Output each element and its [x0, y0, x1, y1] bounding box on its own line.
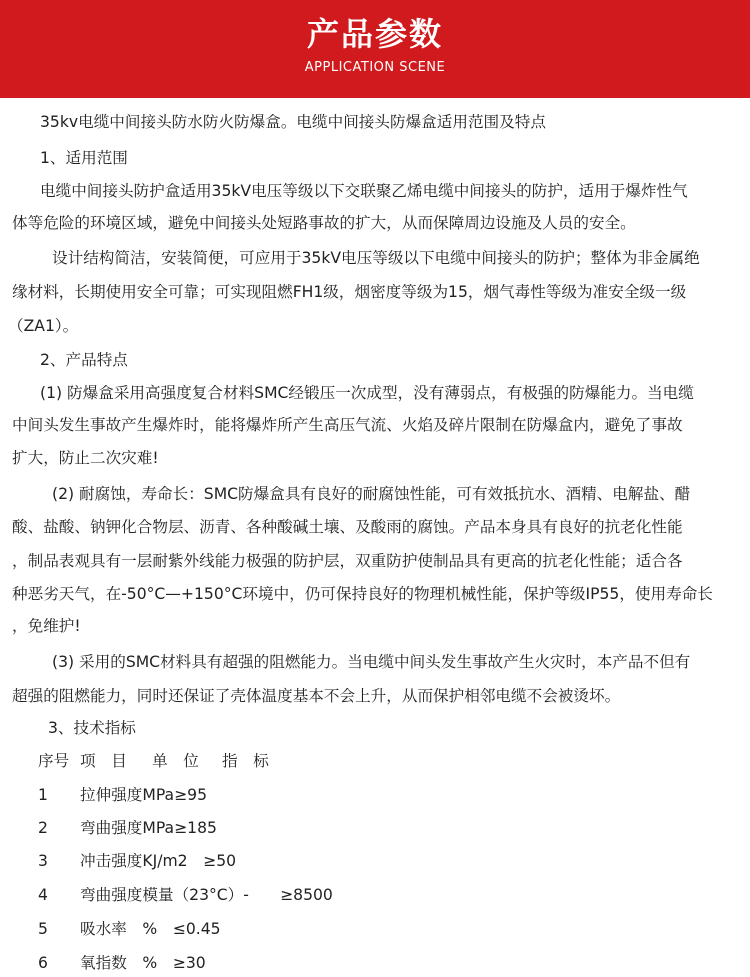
paragraph-line: (1) 防爆盒采用高强度复合材料SMC经锻压一次成型，没有薄弱点，有极强的防爆能力。当电缆 — [40, 384, 694, 402]
row-number: 1 — [38, 786, 48, 804]
row-text: 拉伸强度MPa≥95 — [80, 786, 207, 804]
paragraph-line: 设计结构简洁，安装简便，可应用于35kV电压等级以下电缆中间接头的防护；整体为非金属绝 — [52, 249, 700, 267]
row-text: 弯曲强度MPa≥185 — [80, 819, 217, 837]
col-item-header: 项 目 — [80, 752, 127, 770]
section-1-heading: 1、适用范围 — [40, 149, 128, 167]
row-text: 氧指数 % ≥30 — [80, 954, 206, 972]
col-index-header: 指 标 — [222, 752, 269, 770]
paragraph-line: 超强的阻燃能力，同时还保证了壳体温度基本不会上升，从而保护相邻电缆不会被烫坏。 — [12, 687, 621, 705]
section-2-heading: 2、产品特点 — [40, 351, 128, 369]
paragraph-line: ，免维护! — [12, 617, 81, 635]
row-text: 冲击强度KJ/m2 ≥50 — [80, 852, 237, 870]
paragraph-line: 扩大，防止二次灾难! — [12, 449, 159, 467]
table-row — [38, 953, 206, 973]
intro-line: 35kv电缆中间接头防水防火防爆盒。电缆中间接头防爆盒适用范围及特点 — [40, 113, 546, 131]
page-title: 产品参数 — [306, 15, 443, 53]
header-banner — [0, 0, 750, 98]
table-row — [38, 919, 221, 939]
col-unit-header: 单 位 — [152, 752, 199, 770]
row-number: 6 — [38, 954, 48, 972]
table-row — [38, 785, 207, 805]
paragraph-line: 种恶劣天气，在-50°C—+150°C环境中，仍可保持良好的物理机械性能，保护等级IP55，使用寿命长 — [12, 585, 713, 603]
paragraph-line: 电缆中间接头防护盒适用35kV电压等级以下交联聚乙烯电缆中间接头的防护，适用于爆炸性气 — [40, 182, 688, 200]
paragraph-line: ，制品表观具有一层耐紫外线能力极强的防护层，双重防护使制品具有更高的抗老化性能；适合各 — [12, 552, 683, 570]
row-number: 3 — [38, 852, 48, 870]
row-number: 2 — [38, 819, 48, 837]
col-no-header: 序号 — [38, 752, 70, 770]
table-row — [38, 818, 217, 838]
row-text: 弯曲强度模量（23°C）- ≥8500 — [80, 886, 333, 904]
paragraph-line: (3) 采用的SMC材料具有超强的阻燃能力。当电缆中间头发生事故产生火灾时，本产品不但有 — [52, 653, 691, 671]
paragraph-line: 体等危险的环境区域，避免中间接头处短路事故的扩大，从而保障周边设施及人员的安全。 — [12, 214, 636, 232]
paragraph-line: (2) 耐腐蚀，寿命长：SMC防爆盒具有良好的耐腐蚀性能，可有效抵抗水、酒精、电解盐、醋 — [52, 485, 691, 503]
spec-table-header — [38, 751, 269, 771]
table-row — [38, 885, 333, 905]
paragraph-line: 酸、盐酸、钠钾化合物层、沥青、各种酸碱土壤、及酸雨的腐蚀。产品本身具有良好的抗老化性能 — [12, 518, 683, 536]
section-3-heading: 3、技术指标 — [48, 719, 136, 737]
table-row — [38, 851, 236, 871]
row-text: 吸水率 % ≤0.45 — [80, 920, 221, 938]
paragraph-line: 中间头发生事故产生爆炸时，能将爆炸所产生高压气流、火焰及碎片限制在防爆盒内，避免了事故 — [12, 416, 683, 434]
paragraph-line: 缘材料，长期使用安全可靠；可实现阻燃FH1级，烟密度等级为15，烟气毒性等级为准安全级一级 — [12, 283, 687, 301]
page-subtitle: APPLICATION SCENE — [304, 60, 446, 75]
row-number: 5 — [38, 920, 48, 938]
row-number: 4 — [38, 886, 48, 904]
paragraph-line: （ZA1）。 — [8, 317, 79, 335]
